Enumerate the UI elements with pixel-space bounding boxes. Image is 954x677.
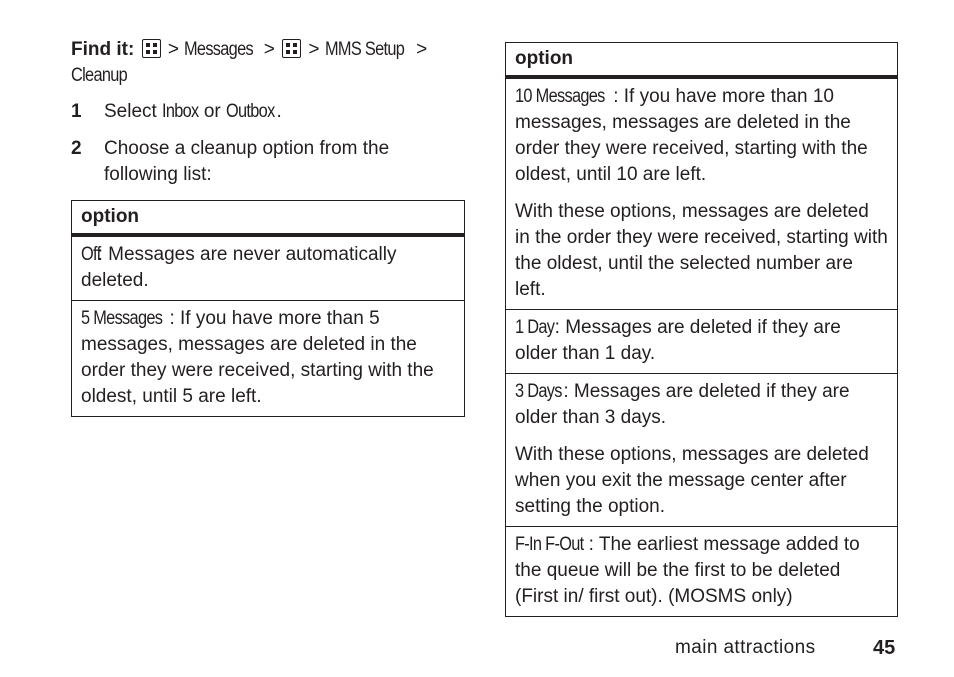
- step-text: Choose a cleanup option from the following list:: [104, 138, 390, 185]
- option-keyword: 3 Days: [515, 381, 562, 402]
- path-separator: >: [263, 39, 275, 60]
- step-text-part: .: [276, 101, 282, 122]
- path-item-cleanup: Cleanup: [71, 65, 128, 86]
- step-number: 1: [71, 101, 82, 122]
- table-row: [506, 310, 898, 374]
- path-item-mms-setup: MMS Setup: [324, 39, 404, 60]
- table-row: [506, 374, 898, 527]
- menu-key-icon: [282, 39, 301, 58]
- option-description: [515, 379, 888, 431]
- page-number: 45: [873, 637, 896, 659]
- right-option-table: [505, 42, 898, 617]
- option-keyword: 1 Day: [515, 317, 555, 338]
- option-description: [515, 532, 888, 610]
- step-text: [104, 99, 434, 125]
- left-option-table: [71, 200, 465, 417]
- step-text-part: Select: [104, 101, 163, 122]
- path-item-messages: Messages: [184, 39, 254, 60]
- find-it-path: [71, 37, 451, 89]
- path-separator: >: [416, 39, 428, 60]
- section-name: main attractions: [675, 637, 816, 658]
- option-note: With these options, messages are deleted when you exit the message center after setting the option.: [515, 444, 869, 517]
- step-text-part: or: [198, 101, 227, 122]
- inbox-keyword: Inbox: [162, 101, 199, 122]
- option-text: : Messages are never automatically deleted.: [81, 244, 397, 291]
- option-keyword: 5 Messages: [81, 308, 163, 329]
- option-description: [81, 242, 455, 294]
- table-row: [506, 77, 898, 310]
- path-separator: >: [167, 39, 179, 60]
- option-text: : If you have more than 5 messages, messages are deleted in the order they were received, starting with the oldest, until 5 are left.: [81, 308, 434, 407]
- option-note: With these options, messages are deleted in the order they were received, starting with the oldest, until the selected number are left.: [515, 201, 888, 300]
- find-it-label: Find it:: [71, 39, 135, 60]
- option-keyword: F-In F-Out: [515, 534, 584, 555]
- step-number: 2: [71, 138, 82, 159]
- menu-key-icon: [142, 39, 161, 58]
- table-row: [72, 301, 465, 417]
- option-keyword: Off: [81, 244, 101, 265]
- outbox-keyword: Outbox: [226, 101, 275, 122]
- option-description: [515, 315, 888, 367]
- option-text: : Messages are deleted if they are older than 3 days.: [515, 381, 850, 428]
- option-text: : If you have more than 10 messages, messages are deleted in the order they were received, starting with the oldest, until 10 are left.: [515, 86, 868, 185]
- table-row: [506, 527, 898, 617]
- path-separator: >: [308, 39, 320, 60]
- option-description: [81, 306, 455, 410]
- table-header: option: [72, 201, 465, 236]
- table-header: option: [506, 43, 898, 78]
- option-text: : Messages are deleted if they are older than 1 day.: [515, 317, 841, 364]
- table-row: [72, 235, 465, 301]
- option-keyword: 10 Messages: [515, 86, 605, 107]
- option-text: : The earliest message added to the queue will be the first to be deleted (First in/ first out). (MOSMS only): [515, 534, 860, 607]
- option-description: [515, 84, 888, 188]
